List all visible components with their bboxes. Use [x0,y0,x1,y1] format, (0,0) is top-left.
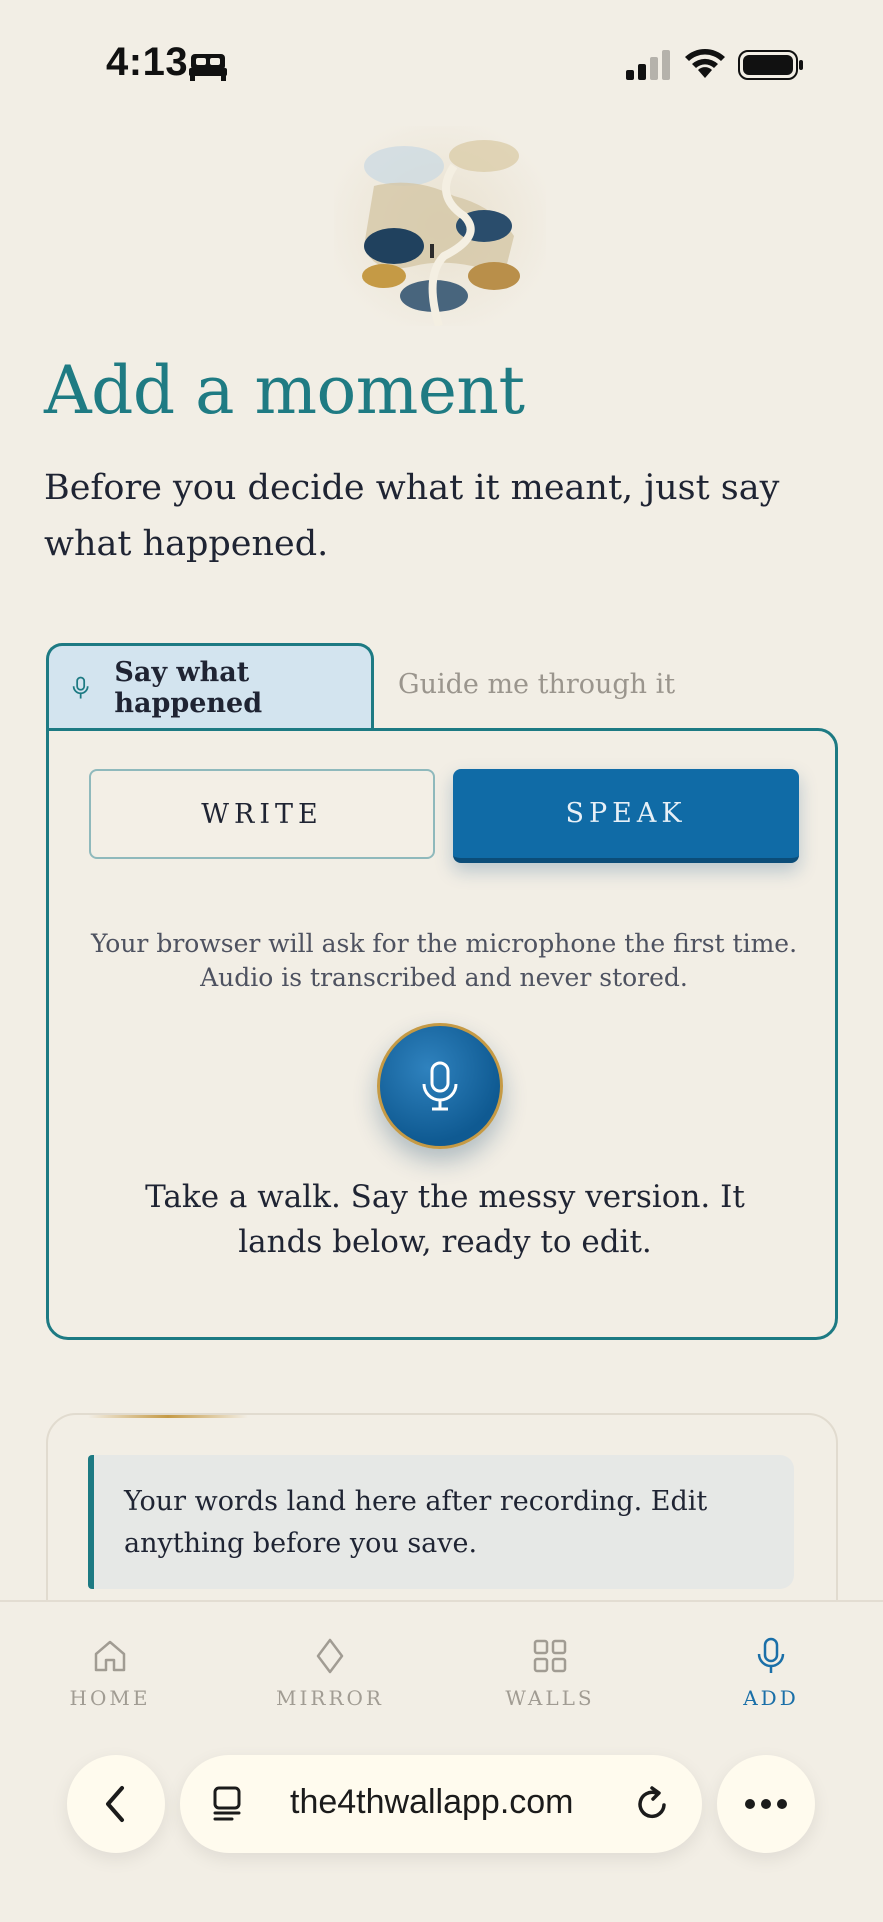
page-title: Add a moment [44,352,525,429]
nav-mirror-label: MIRROR [276,1686,384,1710]
chevron-left-icon [100,1784,132,1824]
battery-icon [738,48,804,82]
url-text: the4thwallapp.com [290,1783,574,1821]
recording-hint: Take a walk. Say the messy version. It lands below, ready to edit. [145,1179,745,1260]
card-accent [88,1415,248,1418]
speak-button[interactable]: SPEAK [453,769,799,863]
microphone-notice: Your browser will ask for the microphone the first time. Audio is transcribed and never stored. [90,929,798,992]
microphone-icon [418,1060,462,1112]
more-button[interactable] [717,1755,815,1853]
speak-panel [46,728,838,1340]
nav-walls-label: WALLS [505,1686,595,1710]
nav-add[interactable] [696,1636,846,1710]
tab-guide-me-through-it[interactable]: Guide me through it [398,669,676,700]
microphone-icon [71,674,90,702]
tab-label: Say what happened [114,656,263,719]
bed-icon [188,50,228,82]
microphone-icon [751,1636,791,1676]
nav-mirror[interactable] [255,1636,405,1710]
transcript-placeholder: Your words land here after recording. Edit anything before you save. [88,1455,794,1589]
browser-toolbar [0,1750,883,1860]
tab-say-what-happened[interactable] [46,643,374,729]
url-bar[interactable] [180,1755,702,1853]
record-button[interactable] [377,1023,503,1149]
nav-home[interactable] [35,1636,185,1710]
nav-add-label: ADD [743,1686,799,1710]
nav-home-label: HOME [69,1686,151,1710]
nav-walls[interactable] [475,1636,625,1710]
input-method-tabs [46,643,838,731]
tabs-icon [210,1785,246,1823]
signal-icon [626,50,672,80]
status-bar [0,0,883,120]
hero-illustration [334,126,546,326]
page-subtitle: Before you decide what it meant, just say what happened. [44,468,780,564]
status-time: 4:13 [106,40,189,84]
home-icon [90,1636,130,1676]
grid-icon [530,1636,570,1676]
wifi-icon [684,46,726,80]
more-icon [744,1798,788,1810]
reload-icon[interactable] [634,1785,672,1823]
write-button[interactable]: WRITE [89,769,435,859]
back-button[interactable] [67,1755,165,1853]
diamond-icon [310,1636,350,1676]
